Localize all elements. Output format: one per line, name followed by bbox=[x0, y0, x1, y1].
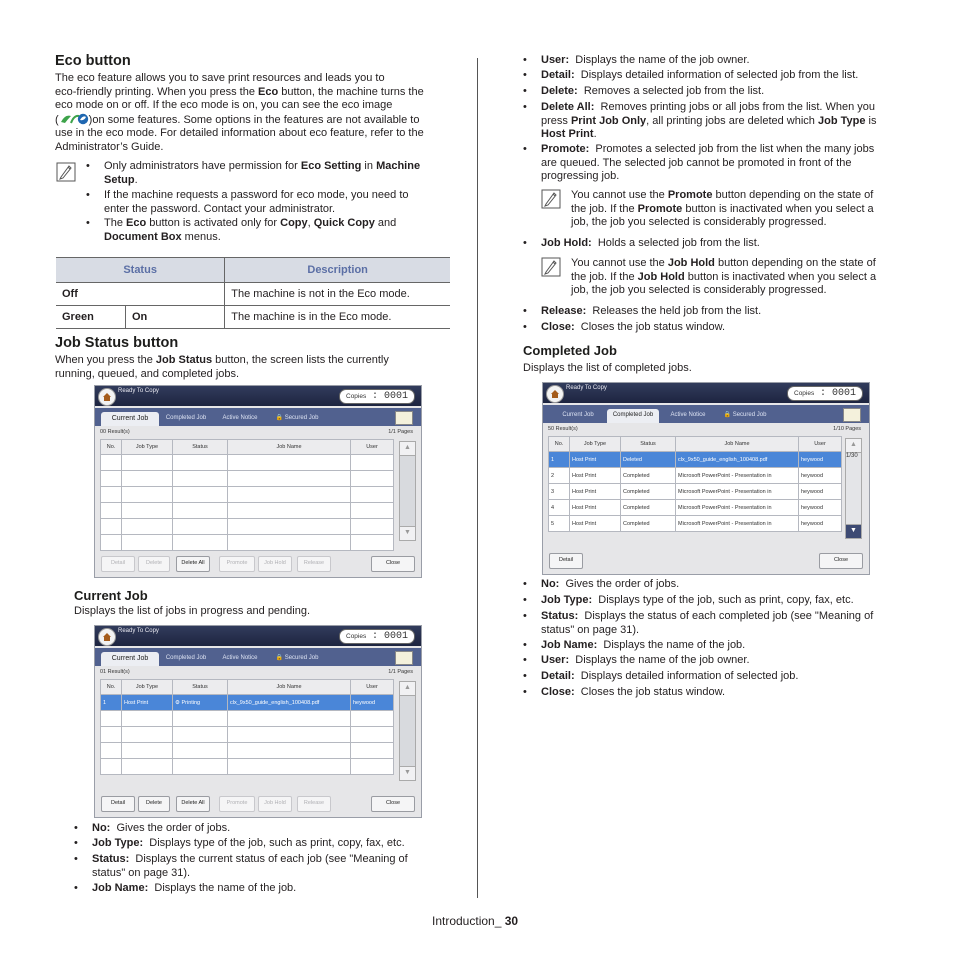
scroll-down-button[interactable]: ▼ bbox=[845, 524, 862, 539]
list-item: • No: Gives the order of jobs. bbox=[523, 578, 679, 592]
table-row[interactable]: 1 Host Print Deleted clx_9x50_guide_english_100408.pdf heywood bbox=[549, 452, 842, 468]
home-icon[interactable] bbox=[546, 385, 564, 403]
job-status-paragraph: When you press the Job Status button, the screen lists the currently running, queued, and completed jobs. bbox=[55, 354, 389, 380]
home-icon[interactable] bbox=[98, 628, 116, 646]
tab-active-notice[interactable]: Active Notice bbox=[222, 655, 258, 661]
list-item: • Delete: Removes a selected job from the list. bbox=[523, 85, 764, 99]
column-divider bbox=[477, 58, 478, 898]
scroll-up-button[interactable]: ▲ bbox=[399, 441, 416, 456]
current-job-heading: Current Job bbox=[74, 588, 148, 603]
table-header: Status bbox=[56, 258, 225, 283]
note-icon bbox=[541, 257, 561, 277]
eco-heading: Eco button bbox=[55, 53, 131, 69]
copies-counter: Copies : 0001 bbox=[787, 386, 863, 401]
table-row[interactable] bbox=[101, 711, 394, 727]
list-item: • Detail: Displays detailed information of selected job from the list. bbox=[523, 69, 858, 83]
eco-note-item: • The Eco button is activated only for Copy, Quick Copy and Document Box menus. bbox=[86, 217, 474, 244]
eco-note-item: • If the machine requests a password for eco mode, you need to enter the password. Contact your administrator. bbox=[86, 189, 474, 216]
delete-button[interactable]: Delete bbox=[138, 556, 170, 572]
list-item: • Close: Closes the job status window. bbox=[523, 686, 725, 700]
table-row[interactable] bbox=[101, 455, 394, 471]
table-row[interactable] bbox=[101, 759, 394, 775]
page-indicator: 1/1 Pages bbox=[388, 669, 413, 675]
scroll-down-button[interactable]: ▼ bbox=[399, 766, 416, 781]
tab-bar bbox=[543, 405, 869, 423]
result-count: 00 Result(s) bbox=[100, 429, 130, 435]
tab-completed-job[interactable]: Completed Job bbox=[165, 415, 207, 421]
tab-secured-job[interactable]: 🔒 Secured Job bbox=[275, 655, 319, 661]
menu-icon[interactable] bbox=[395, 651, 413, 665]
menu-icon[interactable] bbox=[843, 408, 861, 422]
table-row[interactable] bbox=[101, 727, 394, 743]
eco-status-table bbox=[56, 257, 450, 329]
completed-job-desc: Displays the list of completed jobs. bbox=[523, 362, 692, 374]
result-count: 50 Result(s) bbox=[548, 426, 578, 432]
table-header: Description bbox=[225, 258, 450, 283]
list-item: • Job Name: Displays the name of the job. bbox=[523, 639, 745, 653]
table-row: Green On The machine is in the Eco mode. bbox=[56, 306, 450, 329]
tab-bar bbox=[95, 648, 421, 666]
status-text: Ready To Copy bbox=[566, 385, 607, 391]
table-row[interactable] bbox=[101, 503, 394, 519]
delete-all-button[interactable]: Delete All bbox=[176, 796, 210, 812]
table-row[interactable]: 4 Host Print Completed Microsoft PowerPoint - Presentation in heywood bbox=[549, 500, 842, 516]
home-icon[interactable] bbox=[98, 388, 116, 406]
scroll-position: 1/30 bbox=[846, 453, 858, 459]
tab-completed-job[interactable]: Completed Job bbox=[165, 655, 207, 661]
list-item: • User: Displays the name of the job owner. bbox=[523, 654, 750, 668]
job-table: No. Job Type Status Job Name User bbox=[100, 439, 394, 551]
current-job-screen bbox=[94, 625, 422, 818]
detail-button[interactable]: Detail bbox=[549, 553, 583, 569]
page-indicator: 1/1 Pages bbox=[388, 429, 413, 435]
close-button[interactable]: Close bbox=[371, 796, 415, 812]
release-button[interactable]: Release bbox=[297, 556, 331, 572]
list-item: • No: Gives the order of jobs. bbox=[74, 822, 230, 836]
table-row[interactable]: 2 Host Print Completed Microsoft PowerPoint - Presentation in heywood bbox=[549, 468, 842, 484]
close-button[interactable]: Close bbox=[819, 553, 863, 569]
eco-paragraph: The eco feature allows you to save print resources and leads you to eco-friendly printing. When you press the Eco button, the machine turns the eco mode on or off. If the eco mode is on, you can see the eco image ( )on some features. Some options in the features are not available to use in the eco mode. For detailed information about eco feature, refer to the Administrator’s Guide. bbox=[55, 72, 424, 153]
list-item: • User: Displays the name of the job owner. bbox=[523, 54, 750, 68]
promote-note: You cannot use the Promote button depending on the state of the job. If the Promote button is inactivated when you select a job, the job you selected is considerably progressed. bbox=[571, 189, 874, 228]
job-table: No. Job Type Status Job Name User 1 Host Print Deleted clx_9x50_guide_english_100408.pdf heywood 2 Host Print Completed Microsoft PowerPoint - Presentation in heywood 3 Host Print Completed Microsoft PowerPoint - Presentation in heywood 4 Host Print Completed Microsoft PowerPoint - Presentation in heywood 5 Host Print Completed Microsoft PowerPoint - Presentation in heywood bbox=[548, 436, 842, 532]
completed-job-screen bbox=[542, 382, 870, 575]
table-row[interactable] bbox=[101, 535, 394, 551]
tab-secured-job[interactable]: 🔒 Secured Job bbox=[275, 415, 319, 421]
delete-button[interactable]: Delete bbox=[138, 796, 170, 812]
list-item: • Job Hold: Holds a selected job from the list. bbox=[523, 237, 760, 251]
delete-all-button[interactable]: Delete All bbox=[176, 556, 210, 572]
close-button[interactable]: Close bbox=[371, 556, 415, 572]
current-job-desc: Displays the list of jobs in progress and pending. bbox=[74, 605, 311, 617]
tab-bar bbox=[95, 408, 421, 426]
tab-secured-job[interactable]: 🔒 Secured Job bbox=[723, 412, 767, 418]
result-count: 01 Result(s) bbox=[100, 669, 130, 675]
job-hold-button[interactable]: Job Hold bbox=[258, 796, 292, 812]
page-footer: Introduction_ 30 bbox=[432, 914, 519, 928]
job-hold-note: You cannot use the Job Hold button depending on the state of the job. If the Job Hold button is inactivated when you select a job, the job you selected is considerably progressed. bbox=[571, 257, 877, 296]
tab-current-job[interactable]: Current Job bbox=[101, 652, 159, 666]
detail-button[interactable]: Detail bbox=[101, 796, 135, 812]
list-item: • Delete All: Removes printing jobs or all jobs from the list. When you press Print Job Only, all printing jobs are deleted which Job Type is Host Print. bbox=[523, 101, 921, 142]
list-item: • Job Name: Displays the name of the job. bbox=[74, 882, 296, 896]
detail-button[interactable]: Detail bbox=[101, 556, 135, 572]
table-row[interactable] bbox=[101, 471, 394, 487]
release-button[interactable]: Release bbox=[297, 796, 331, 812]
eco-note-item: • Only administrators have permission for Eco Setting in Machine Setup. bbox=[86, 160, 474, 187]
copies-counter: Copies : 0001 bbox=[339, 389, 415, 404]
note-icon bbox=[541, 189, 561, 209]
tab-active-notice[interactable]: Active Notice bbox=[670, 412, 706, 418]
table-row[interactable]: 5 Host Print Completed Microsoft PowerPoint - Presentation in heywood bbox=[549, 516, 842, 532]
note-icon bbox=[56, 162, 76, 182]
promote-button[interactable]: Promote bbox=[219, 796, 255, 812]
job-hold-button[interactable]: Job Hold bbox=[258, 556, 292, 572]
tab-active-notice[interactable]: Active Notice bbox=[222, 415, 258, 421]
tab-completed-job[interactable]: Completed Job bbox=[607, 409, 659, 423]
list-item: • Job Type: Displays type of the job, such as print, copy, fax, etc. bbox=[523, 594, 854, 608]
list-item: • Detail: Displays detailed information of selected job. bbox=[523, 670, 798, 684]
scroll-up-button[interactable]: ▲ bbox=[399, 681, 416, 696]
table-row[interactable] bbox=[101, 743, 394, 759]
scroll-down-button[interactable]: ▼ bbox=[399, 526, 416, 541]
list-item: • Release: Releases the held job from the list. bbox=[523, 305, 761, 319]
table-row[interactable] bbox=[101, 487, 394, 503]
table-row[interactable] bbox=[101, 519, 394, 535]
list-item: • Status: Displays the status of each completed job (see "Meaning of status" on page 31). bbox=[523, 610, 921, 637]
promote-button[interactable]: Promote bbox=[219, 556, 255, 572]
list-item: • Promote: Promotes a selected job from the list when the many jobs are queued. The selected job cannot be promoted in front of the progressing job. bbox=[523, 143, 921, 184]
list-item: • Close: Closes the job status window. bbox=[523, 321, 725, 335]
menu-icon[interactable] bbox=[395, 411, 413, 425]
table-row[interactable]: 1 Host Print ⚙ Printing clx_9x50_guide_english_100408.pdf heywood bbox=[101, 695, 394, 711]
job-status-screen bbox=[94, 385, 422, 578]
eco-leaf-icon bbox=[59, 113, 89, 125]
scroll-up-button[interactable]: ▲ bbox=[845, 438, 862, 453]
page-indicator: 1/10 Pages bbox=[833, 426, 861, 432]
tab-current-job[interactable]: Current Job bbox=[562, 412, 594, 418]
status-text: Ready To Copy bbox=[118, 628, 159, 634]
copies-counter: Copies : 0001 bbox=[339, 629, 415, 644]
list-item: • Status: Displays the current status of each job (see "Meaning of status" on page 31). bbox=[74, 853, 462, 880]
job-table: No. Job Type Status Job Name User 1 Host Print ⚙ Printing clx_9x50_guide_english_100408.pdf heywood bbox=[100, 679, 394, 775]
table-row[interactable]: 3 Host Print Completed Microsoft PowerPoint - Presentation in heywood bbox=[549, 484, 842, 500]
tab-current-job[interactable]: Current Job bbox=[101, 412, 159, 426]
status-text: Ready To Copy bbox=[118, 388, 159, 394]
job-status-heading: Job Status button bbox=[55, 335, 179, 351]
table-row: Off The machine is not in the Eco mode. bbox=[56, 283, 450, 306]
completed-job-heading: Completed Job bbox=[523, 343, 617, 358]
list-item: • Job Type: Displays type of the job, such as print, copy, fax, etc. bbox=[74, 837, 405, 851]
